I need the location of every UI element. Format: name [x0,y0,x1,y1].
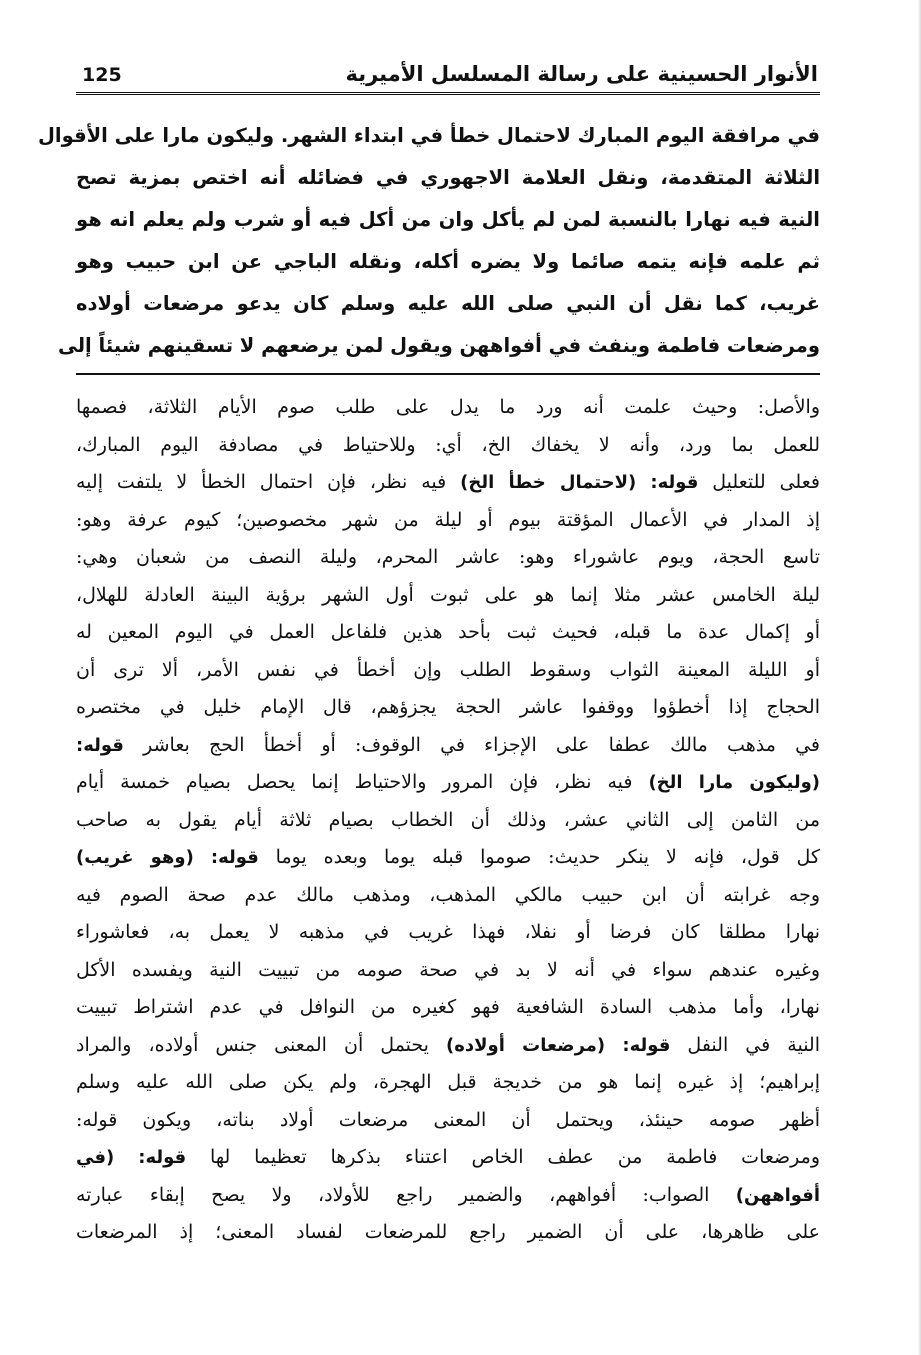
commentary-segment: ومرضعات فاطمة من عطف الخاص اعتناء بذكرها تعظيما لها [186,1146,820,1168]
commentary-line: للعمل بما ورد، وأنه لا يخفاك الخ، أي: وللاحتياط في مصادفة اليوم المبارك، [76,433,820,456]
commentary-line [76,839,820,877]
commentary-line: أو الليلة المعينة الثواب وسقوط الطلب وإن أخطأ في نفس الأمر، ألا ترى أن [76,658,820,681]
commentary-line: على ظاهرها، على أن الضمير راجع للمرضعات لفساد المعنى؛ إذ المرضعات [76,1221,820,1243]
commentary-line: نهارا مطلقا كان فرضا أو نفلا، فهذا غريب في مذهبه لا يعمل به، فعاشوراء [76,921,820,943]
commentary-line [76,764,820,802]
commentary-segment: الصواب: أفواههم، والضمير راجع للأولاد، ولا يصح إبقاء عبارته [76,1183,736,1206]
matn-line: ثم علمه فإنه يتمه صائما ولا يضره أكله، ونقله الباجي عن ابن حبيب وهو [76,250,820,273]
commentary-line [76,1177,820,1215]
commentary-line: من الثامن إلى الثاني عشر، وذلك أن الخطاب بصيام ثلاثة أيام يقول به صاحب [76,808,820,831]
commentary-line: نهارا، وأما مذهب السادة الشافعية فهو كغيره من النوافل في عدم اشتراط تبييت [76,996,820,1018]
quoted-keyword: قوله: (وهو غريب) [76,847,259,868]
commentary-segment: فيه نظر، فإن المرور والاحتياط إنما يحصل بصيام خمسة أيام [76,771,649,793]
page-header [76,58,820,95]
commentary-segment: فيه نظر، فإن احتمال الخطأ لا يلتفت إليه [76,471,461,493]
matn-text-block [37,115,820,375]
quoted-keyword: قوله: (مرضعات أولاده) [446,1034,671,1056]
quoted-keyword: (وليكون مارا الخ) [648,772,821,793]
commentary-line [76,1139,820,1177]
matn-line: ومرضعات فاطمة وينفث في أفواههن ويقول لمن يرضعهم لا تسقينهم شيئاً إلى [58,334,820,357]
commentary-line: وغيره عندهم سواء في أنه لا بد في صحة صومه من تبييت النية ويفسده الأكل [76,958,820,981]
quoted-keyword: قوله: [76,734,124,756]
commentary-line: والأصل: وحيث علمت أنه ورد ما يدل على طلب صوم الأيام الثلاثة، فصمها [76,396,820,418]
quoted-keyword: قوله: (في [76,1147,187,1168]
page-number: 125 [82,64,122,86]
matn-line: في مرافقة اليوم المبارك لاحتمال خطأ في ابتداء الشهر. وليكون مارا على الأقوال [37,124,820,147]
matn-line: غريب، كما نقل أن النبي صلى الله عليه وسلم كان يدعو مرضعات أولاده [76,292,820,315]
book-page [37,58,821,1252]
commentary-segment: النية في النفل [670,1033,820,1056]
matn-line: الثلاثة المتقدمة، ونقل العلامة الاجهوري في فضائله أنه اختص بمزية تصح [76,166,820,189]
commentary-segment: في مذهب مالك عطفا على الإجزاء في الوقوف: أو أخطأ الحج بعاشر [123,733,820,756]
commentary-segment: كل قول، فإنه لا ينكر حديث: صوموا قبله يوما وبعده يوما [258,846,820,868]
commentary-segment: يحتمل أن المعنى جنس أولاده، والمراد [76,1033,447,1056]
commentary-line: ليلة الخامس عشر مثلا إنما هو على ثبوت أول الشهر برؤية البينة العادلة للهلال، [76,583,820,606]
quoted-keyword: أفواههن) [735,1184,820,1206]
commentary-line: أظهر صومه حينئذ، ويحتمل أن المعنى مرضعات أولاد بناته، ويكون قوله: [76,1108,820,1131]
matn-line: النية فيه نهارا بالنسبة لمن لم يأكل وان من أكل فيه أو شرب ولم يعلم انه هو [76,208,820,231]
quoted-keyword: قوله: (لاحتمال خطأ الخ) [460,472,699,493]
commentary-line: إبراهيم؛ إذ غيره إنما هو من خديجة قبل الهجرة، ولم يكن صلى الله عليه وسلم [76,1071,820,1093]
commentary-line: إذ المدار في الأعمال المؤقتة بيوم أو ليلة من شهر مخصوصين؛ كيوم عرفة وهو: [76,508,820,531]
commentary-line [76,1027,820,1065]
running-title: الأنوار الحسينية على رسالة المسلسل الأميرية [345,62,818,86]
commentary-line: وجه غرابته أن ابن حبيب مالكي المذهب، ومذهب مالك عدم صحة الصوم فيه [76,883,820,906]
commentary-line [76,464,820,502]
commentary-line: الحجاج إذا أخطؤوا ووقفوا عاشر الحجة يجزؤهم، قال الإمام خليل في مختصره [76,696,820,718]
commentary-text-block [76,389,820,1252]
commentary-line: أو إكمال عدة ما قبله، فحيث ثبت بأحد هذين فلفاعل العمل في اليوم المعين له [76,621,820,643]
commentary-segment: فعلى للتعليل [698,471,820,493]
commentary-line [76,727,820,765]
commentary-line: تاسع الحجة، ويوم عاشوراء وهو: عاشر المحرم، وليلة النصف من شعبان وهي: [76,546,820,568]
